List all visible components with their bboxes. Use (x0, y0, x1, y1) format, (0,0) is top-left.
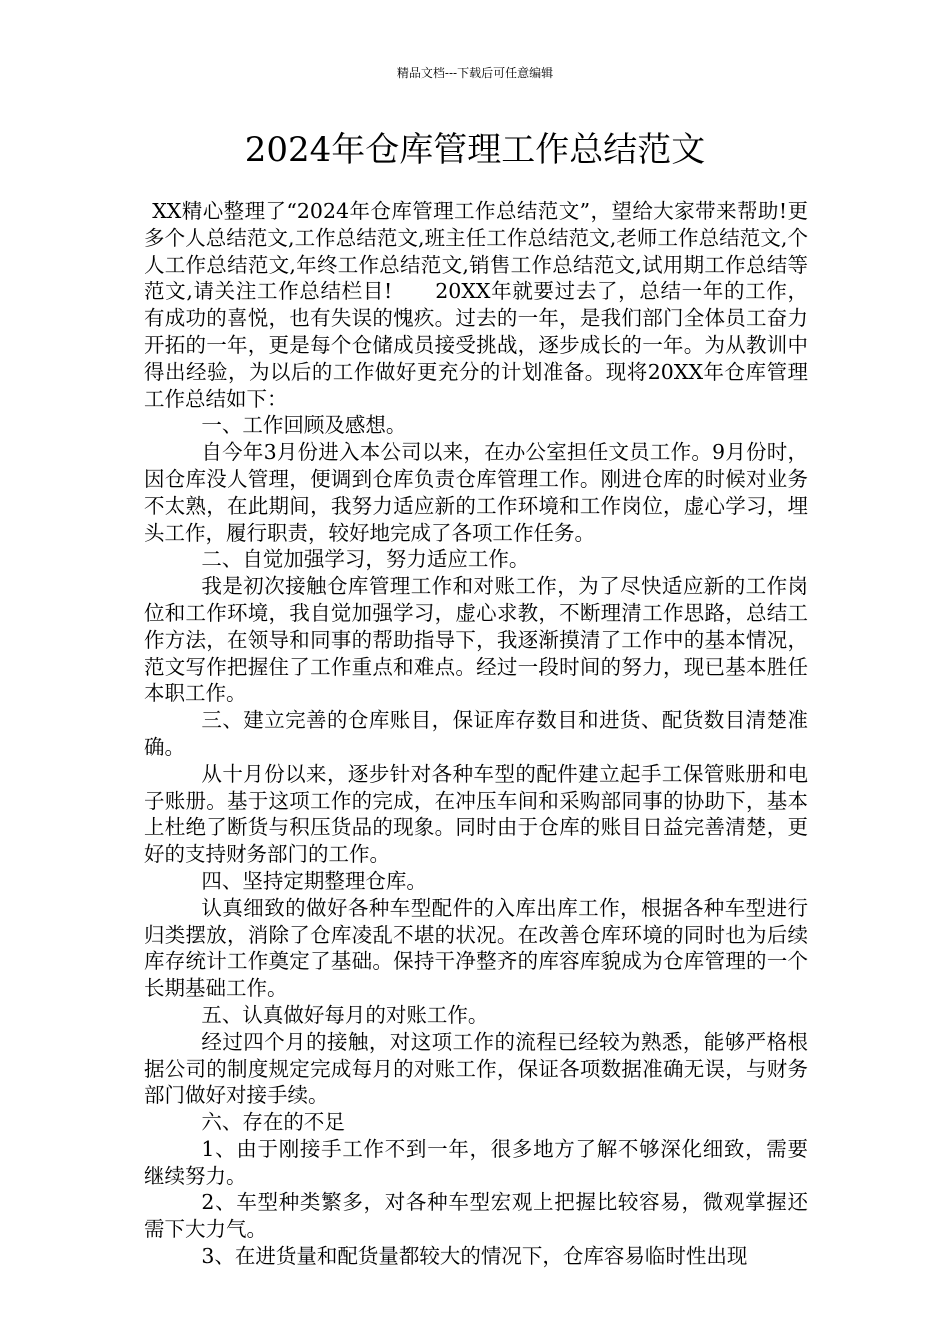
intro-paragraph: XX精心整理了“2024年仓库管理工作总结范文”，望给大家带来帮助!更多个人总结范文,工作总结范文,班主任工作总结范文,老师工作总结范文,个人工作总结范文,年终工作总结范文,销售工作总结范文,试用期工作总结等范文,请关注工作总结栏目! 20XX年就要过去了，总结一年的工作，有成功的喜悦，也有失误的愧疚。过去的一年，是我们部门全体员工奋力开拓的一年，更是每个仓储成员接受挑战，逐步成长的一年。为从教训中得出经验，为以后的工作做好更充分的计划准备。现将20XX年仓库管理工作总结如下： (144, 199, 808, 411)
document-title: 2024年仓库管理工作总结范文 (244, 130, 706, 170)
section-heading-3: 三、建立完善的仓库账目，保证库存数目和进货、配货数目清楚准确。 (144, 708, 808, 759)
body-paragraph: 自今年3月份进入本公司以来，在办公室担任文员工作。9月份时，因仓库没人管理，便调到仓库负责仓库管理工作。刚进仓库的时候对业务不太熟，在此期间，我努力适应新的工作环境和工作岗位，虚心学习，埋头工作，履行职责，较好地完成了各项工作任务。 (144, 440, 808, 545)
section-heading-2: 二、自觉加强学习，努力适应工作。 (201, 547, 530, 572)
body-paragraph: 认真细致的做好各种车型配件的入库出库工作，根据各种车型进行归类摆放，消除了仓库凌乱不堪的状况。在改善仓库环境的同时也为后续库存统计工作奠定了基础。保持干净整齐的库容库貌成为仓库管理的一个长期基础工作。 (144, 895, 808, 1001)
list-item: 3、在进货量和配货量都较大的情况下，仓库容易临时性出现 (201, 1244, 748, 1269)
header-note: 精品文档---下载后可任意编辑 (396, 66, 554, 80)
section-heading-4: 四、坚持定期整理仓库。 (201, 868, 427, 893)
body-paragraph: 经过四个月的接触，对这项工作的流程已经较为熟悉，能够严格根据公司的制度规定完成每月的对账工作，保证各项数据准确无误，与财务部门做好对接手续。 (144, 1029, 808, 1108)
section-heading-5: 五、认真做好每月的对账工作。 (201, 1002, 489, 1027)
body-paragraph: 我是初次接触仓库管理工作和对账工作，为了尽快适应新的工作岗位和工作环境，我自觉加强学习，虚心求教，不断理清工作思路，总结工作方法，在领导和同事的帮助指导下，我逐渐摸清了工作中的基本情况，范文写作把握住了工作重点和难点。经过一段时间的努力，现已基本胜任本职工作。 (144, 574, 808, 706)
section-heading-6: 六、存在的不足 (201, 1110, 345, 1135)
document-body (144, 198, 808, 1270)
body-paragraph: 从十月份以来，逐步针对各种车型的配件建立起手工保管账册和电子账册。基于这项工作的完成，在冲压车间和采购部同事的协助下，基本上杜绝了断货与积压货品的现象。同时由于仓库的账目日益完善清楚，更好的支持财务部门的工作。 (144, 761, 808, 867)
section-heading-1: 一、工作回顾及感想。 (201, 413, 407, 438)
list-item: 2、车型种类繁多，对各种车型宏观上把握比较容易，微观掌握还需下大力气。 (144, 1190, 808, 1242)
list-item: 1、由于刚接手工作不到一年，很多地方了解不够深化细致，需要继续努力。 (144, 1136, 808, 1188)
